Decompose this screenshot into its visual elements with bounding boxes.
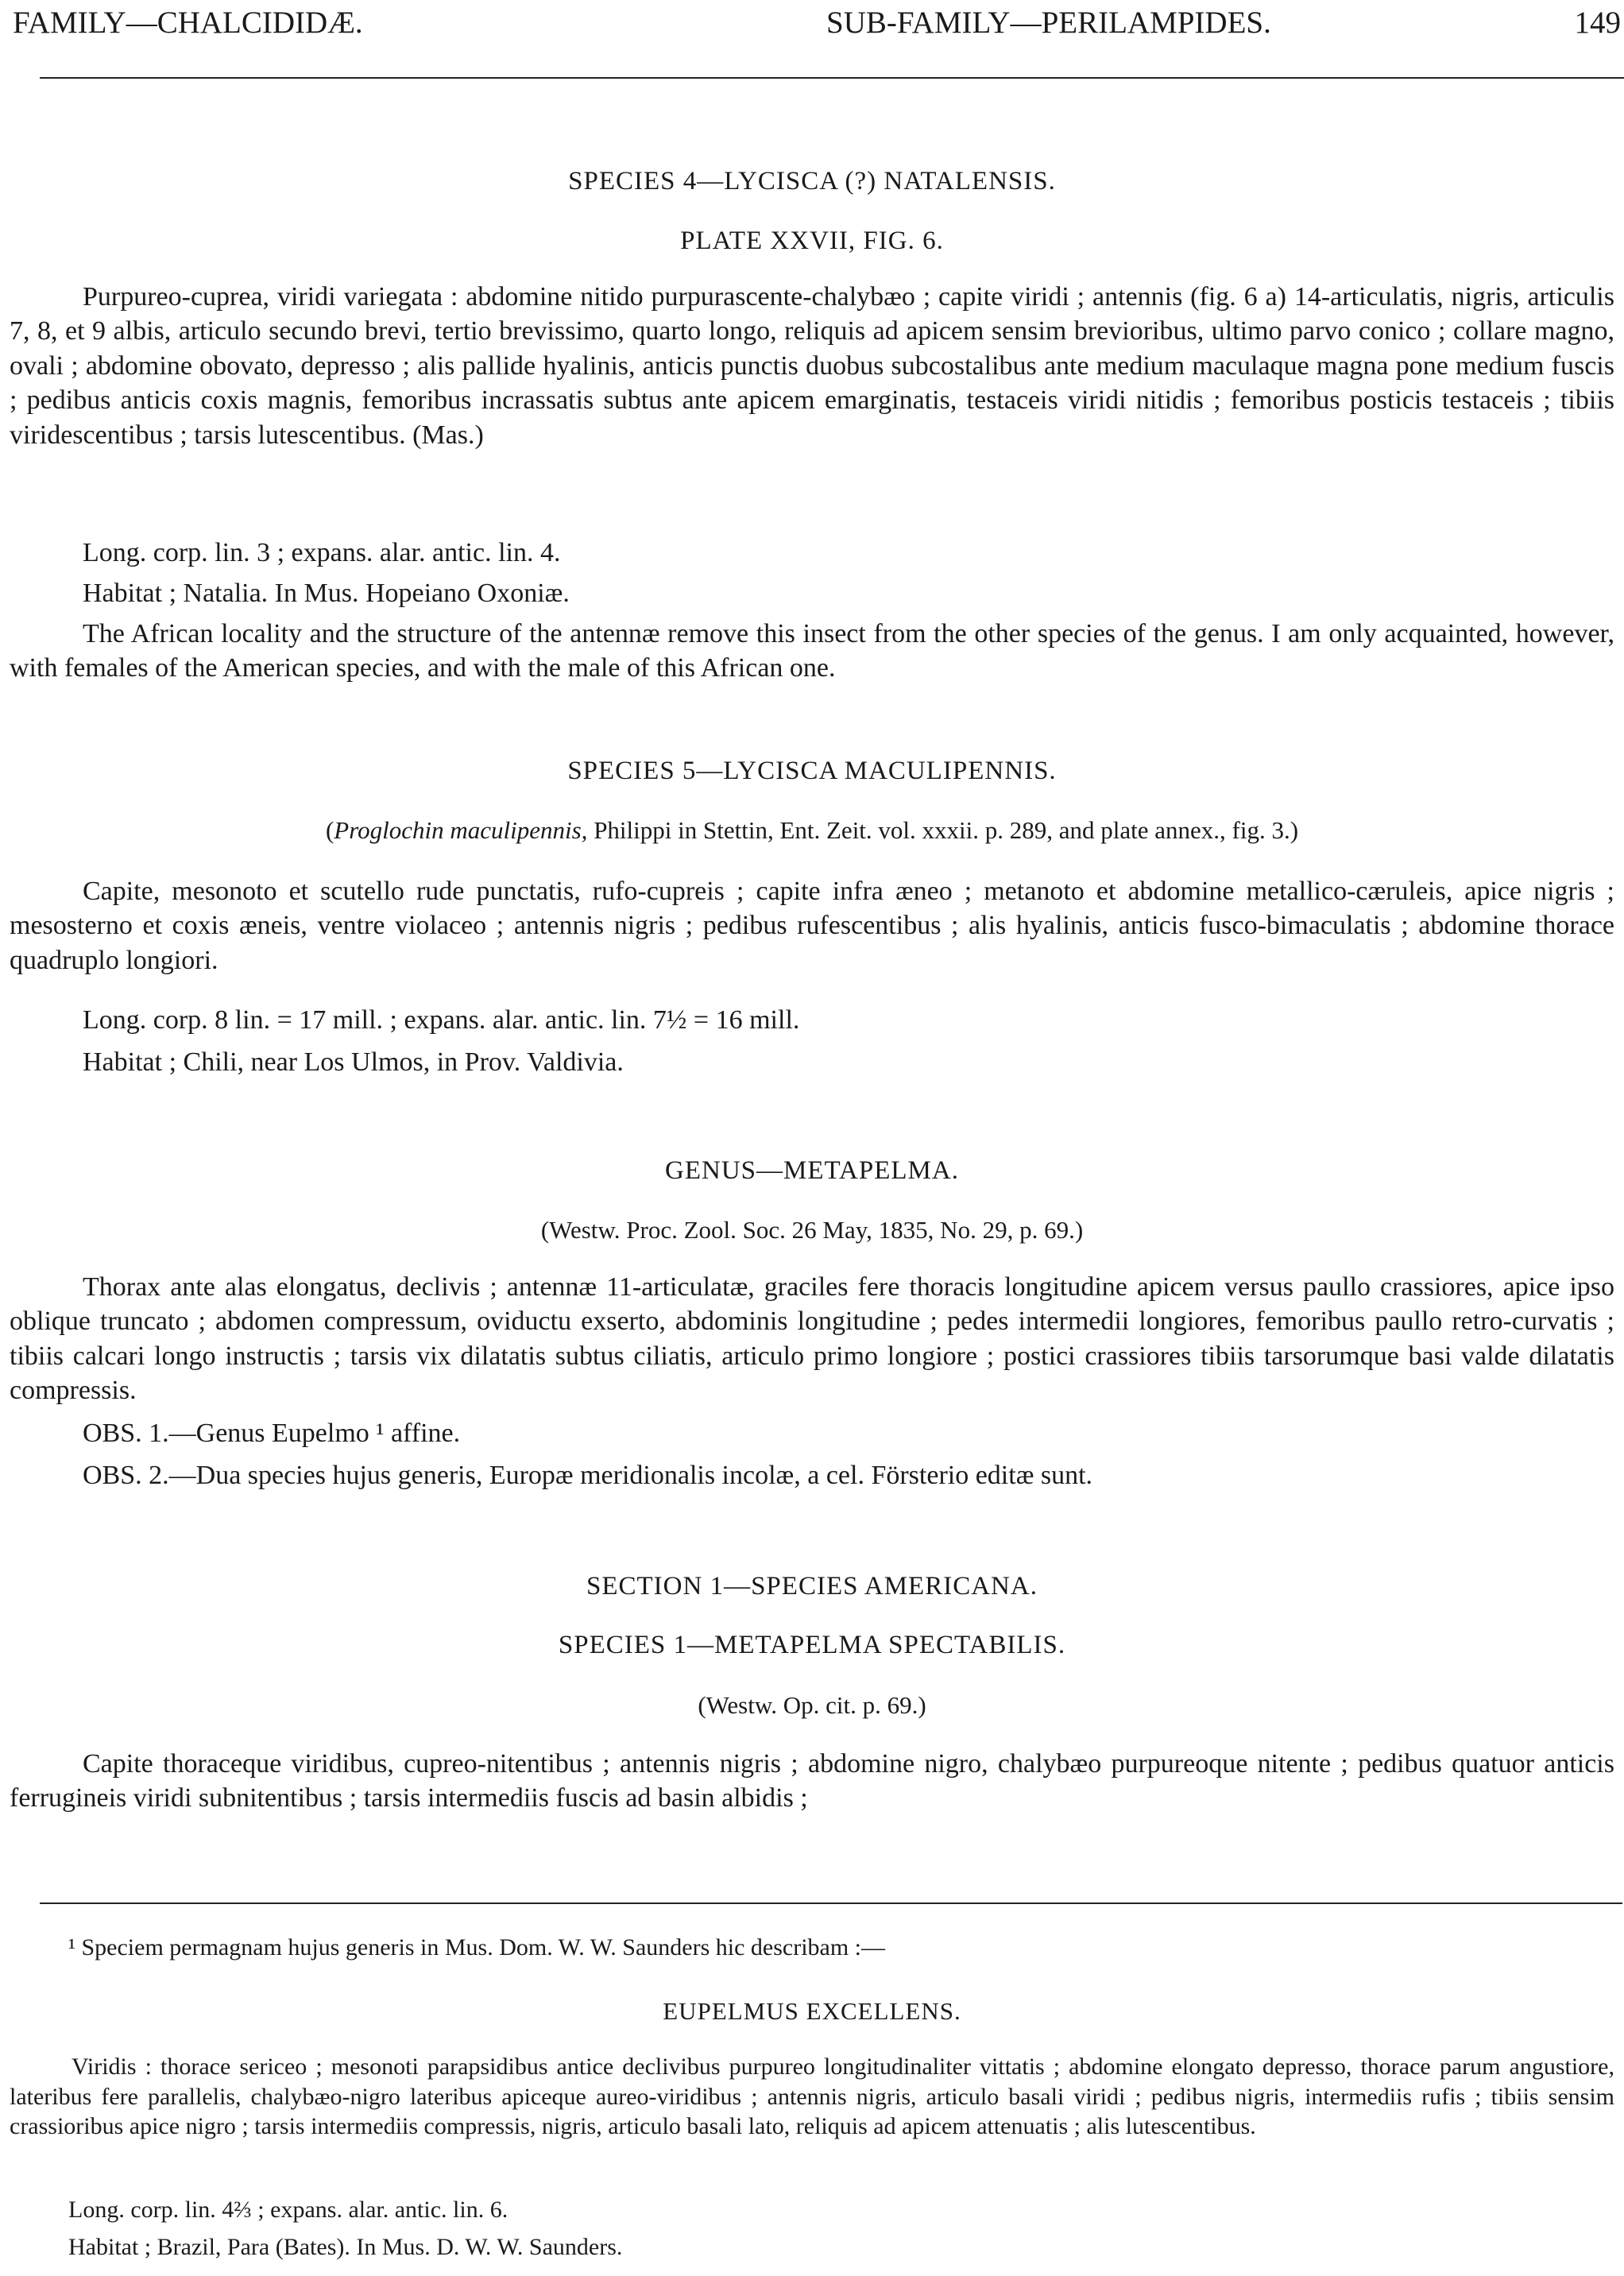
footnote-heading: EUPELMUS EXCELLENS. (663, 1997, 961, 2025)
genus-obs-1: OBS. 1.—Genus Eupelmo ¹ affine. (83, 1419, 461, 1448)
species-5-heading: SPECIES 5—LYCISCA MACULIPENNIS. (567, 757, 1057, 785)
genus-obs-2: OBS. 2.—Dua species hujus generis, Europæ meridionalis incolæ, a cel. Försterio editæ sunt. (83, 1461, 1093, 1490)
species-5-description: Capite, mesonoto et scutello rude punctatis, rufo-cupreis ; capite infra æneo ; metanoto et abdomine metallico-cæruleis, apice nigris ; mesosterno et coxis æneis, ventre violaceo ; antennis nigris ; pedibus rufescentibus ; alis hyalinis, anticis fusco-bimaculatis ; abdomine thorace quadruplo longiori. (10, 877, 1614, 975)
running-head (13, 3, 1621, 43)
species-4-measurements: Long. corp. lin. 3 ; expans. alar. antic. lin. 4. (83, 538, 561, 567)
species-4-heading: SPECIES 4—LYCISCA (?) NATALENSIS. (568, 167, 1056, 195)
species-1-description: Capite thoraceque viridibus, cupreo-nitentibus ; antennis nigris ; abdomine nigro, chalybæo purpureoque nitente ; pedibus quatuor anticis ferrugineis viridi subnitentibus ; tarsis intermediis fuscis ad basin albidis ; (10, 1749, 1614, 1813)
genus-reference: (Westw. Proc. Zool. Soc. 26 May, 1835, No. 29, p. 69.) (540, 1216, 1084, 1244)
species-4-habitat: Habitat ; Natalia. In Mus. Hopeiano Oxoniæ. (83, 579, 570, 608)
footnote-intro: ¹ Speciem permagnam hujus generis in Mus. Dom. W. W. Saunders hic describam :— (68, 1934, 886, 1961)
header-rule (40, 77, 1624, 79)
running-head-subfamily: SUB-FAMILY—PERILAMPIDES. (826, 6, 1271, 40)
species-5-habitat: Habitat ; Chili, near Los Ulmos, in Prov. Valdivia. (83, 1047, 624, 1077)
footnote-description: Viridis : thorace sericeo ; mesonoti parapsidibus antice declivibus purpureo longitudinaliter vittatis ; abdomine elongato depresso, thorace parum angustiore, lateribus fere parallelis, chalybæo-nigro lateribus apiceque aureo-viridibus ; antennis nigris, articulo basali viridi ; pedibus nigris, intermediis rufis ; tibiis sensim crassioribus apice nigro ; tarsis intermediis compressis, nigris, articulo basali lato, reliquis ad apicem attenuatis ; alis lutescentibus. (10, 2053, 1614, 2139)
genus-heading: GENUS—METAPELMA. (665, 1156, 959, 1185)
footnote-rule (40, 1902, 1622, 1904)
species-1-reference: (Westw. Op. cit. p. 69.) (698, 1691, 926, 1719)
running-head-family: FAMILY—CHALCIDIDÆ. (13, 6, 363, 40)
genus-description: Thorax ante alas elongatus, declivis ; antennæ 11-articulatæ, graciles fere thoracis longitudine apicem versus paullo crassiores, apice ipso oblique truncato ; abdomen compressum, oviductu exserto, abdominis longitudine ; pedes intermedii longiores, femoribus paullo retro-curvatis ; tibiis calcari longo instructis ; tarsis vix dilatatis subtus ciliatis, articulo primo longiore ; postici crassiores tibiis tarsorumque basi valde dilatatis compressis. (10, 1272, 1614, 1406)
species-5-synonym: (Proglochin maculipennis, Philippi in Stettin, Ent. Zeit. vol. xxxii. p. 289, and plate annex., fig. 3.) (325, 816, 1299, 844)
page-number: 149 (1574, 6, 1621, 40)
species-1-heading: SPECIES 1—METAPELMA SPECTABILIS. (558, 1631, 1066, 1659)
species-5-measurements: Long. corp. 8 lin. = 17 mill. ; expans. alar. antic. lin. 7½ = 16 mill. (83, 1005, 800, 1035)
species-4-plate-reference: PLATE XXVII, FIG. 6. (680, 226, 944, 255)
species-4-description: Purpureo-cuprea, viridi variegata : abdomine nitido purpurascente-chalybæo ; capite viridi ; antennis (fig. 6 a) 14-articulatis, nigris, articulis 7, 8, et 9 albis, articulo secundo brevi, tertio brevissimo, quarto longo, reliquis ad apicem sensim brevioribus, ultimo parvo conico ; collare magno, ovali ; abdomine obovato, depresso ; alis pallide hyalinis, anticis punctis duobus subcostalibus ante medium maculaque magna pone medium fuscis ; pedibus anticis coxis magnis, femoribus incrassatis subtus ante apicem emarginatis, testaceis viridi nitidis ; femoribus posticis testaceis ; tibiis viridescentibus ; tarsis lutescentibus. (Mas.) (10, 282, 1614, 450)
species-5-synonym-name: Proglochin maculipennis, (334, 816, 588, 844)
section-1-heading: SECTION 1—SPECIES AMERICANA. (586, 1572, 1038, 1601)
species-4-remark: The African locality and the structure of the antennæ remove this insect from the other species of the genus. I am only acquainted, however, with females of the American species, and with the male of this African one. (10, 619, 1614, 683)
footnote-measurements: Long. corp. lin. 4⅔ ; expans. alar. antic. lin. 6. (68, 2197, 508, 2223)
footnote-habitat: Habitat ; Brazil, Para (Bates). In Mus. D. W. W. Saunders. (68, 2234, 623, 2260)
species-5-synonym-citation: Philippi in Stettin, Ent. Zeit. vol. xxxii. p. 289, and plate annex., fig. 3. (587, 816, 1290, 844)
